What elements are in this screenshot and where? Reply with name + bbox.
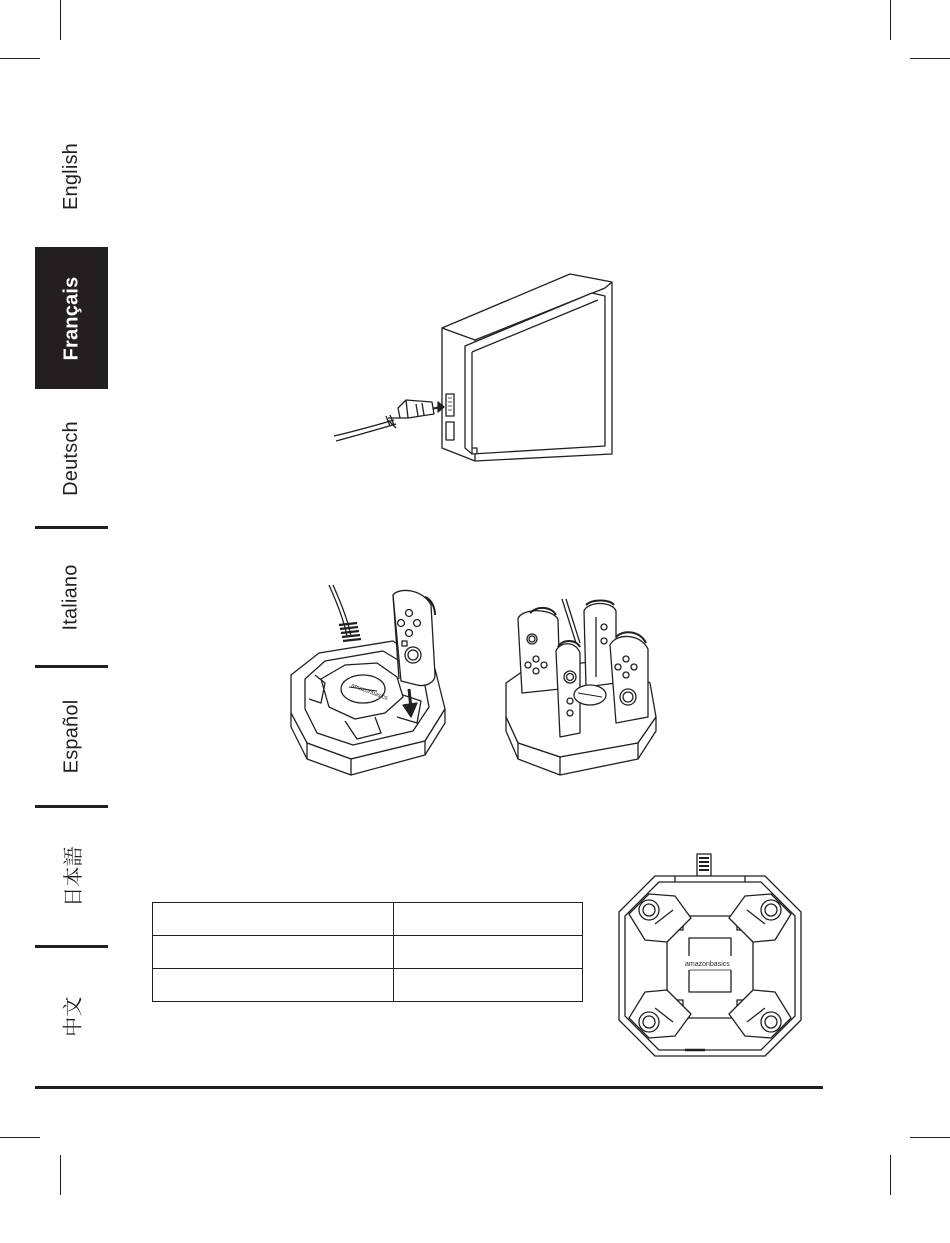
dock-usb-illustration — [330, 268, 620, 478]
svg-text:amazonbasics: amazonbasics — [685, 961, 730, 968]
svg-text:amazonbasics: amazonbasics — [350, 683, 389, 702]
charger-top-view-illustration — [615, 852, 805, 1058]
crop-mark — [910, 1137, 950, 1138]
page-bottom-rule — [35, 1086, 823, 1089]
table-row — [153, 903, 583, 936]
language-label: 日本語 — [62, 846, 85, 907]
crop-mark — [910, 58, 950, 59]
table-cell — [153, 936, 394, 969]
crop-mark — [60, 1155, 61, 1195]
language-label: 中文 — [63, 995, 85, 1037]
language-tab-english[interactable] — [35, 108, 108, 245]
table-cell — [394, 969, 583, 1002]
table-cell — [153, 969, 394, 1002]
crop-mark — [60, 0, 61, 40]
table-row — [153, 969, 583, 1002]
crop-mark — [890, 1155, 891, 1195]
language-tab-chinese[interactable] — [35, 948, 108, 1084]
language-label: English — [60, 143, 82, 210]
table-cell — [394, 936, 583, 969]
charger-loaded-illustration — [500, 597, 660, 780]
language-tab-italiano[interactable] — [35, 529, 108, 665]
table-cell — [153, 903, 394, 936]
language-tab-francais[interactable] — [35, 247, 108, 389]
language-label: Español — [60, 699, 82, 774]
table-row — [153, 936, 583, 969]
language-tab-deutsch[interactable] — [35, 391, 108, 525]
language-label: Deutsch — [60, 420, 82, 496]
language-tab-japanese[interactable] — [35, 808, 108, 945]
crop-mark — [0, 1137, 40, 1138]
language-label: Italiano — [60, 563, 82, 631]
language-label: Français — [60, 276, 82, 360]
spec-table — [152, 902, 583, 1002]
charger-insert-illustration — [285, 583, 453, 781]
crop-mark — [0, 58, 40, 59]
language-tab-espanol[interactable] — [35, 668, 108, 805]
crop-mark — [890, 0, 891, 40]
table-cell — [394, 903, 583, 936]
